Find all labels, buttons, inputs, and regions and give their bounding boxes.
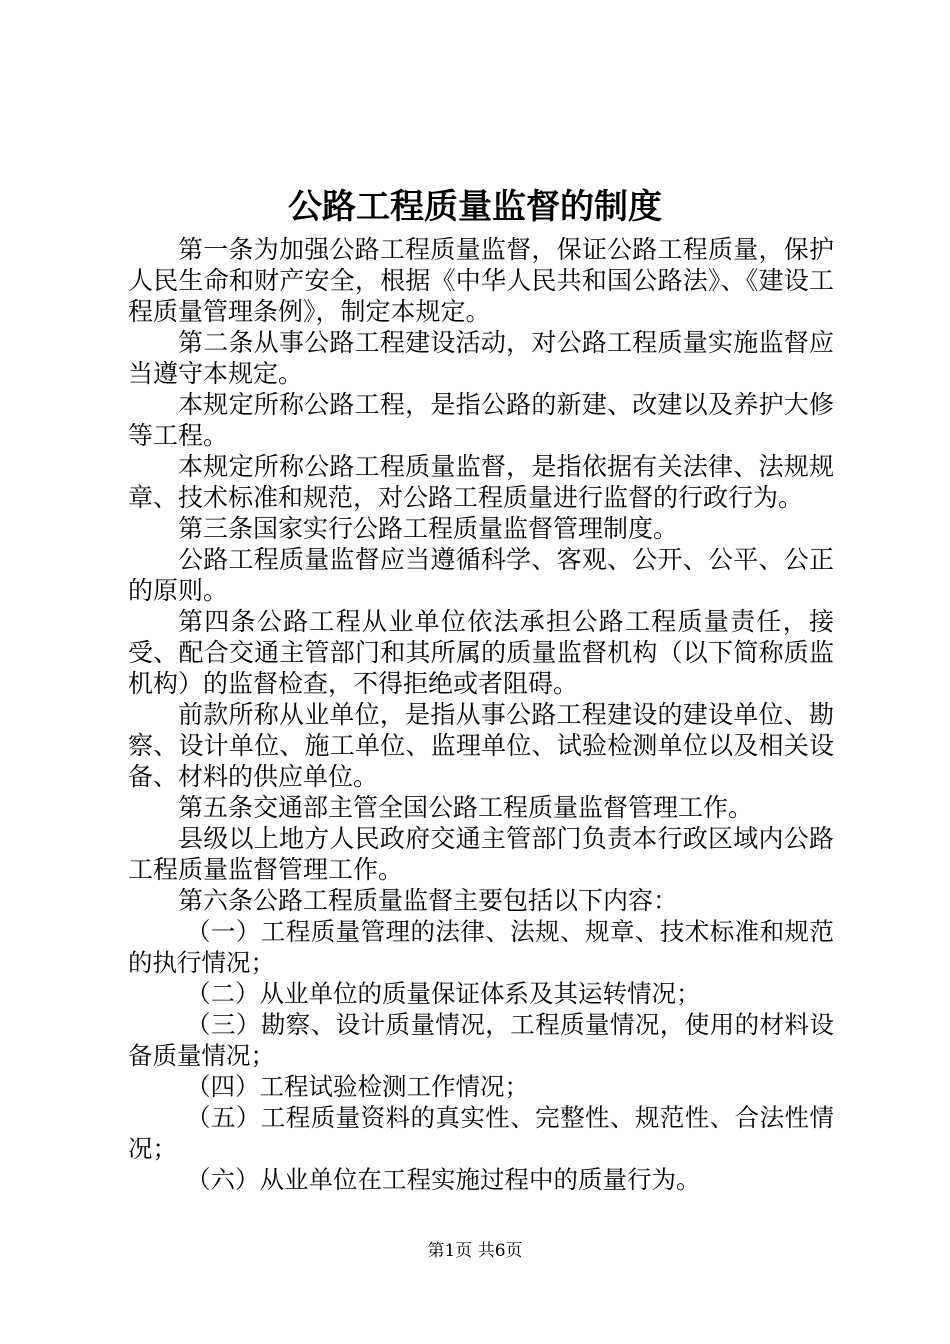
supervision-content-list [128,916,834,1195]
document-body [128,234,834,1195]
article-1-paragraph: 第一条为加强公路工程质量监督，保证公路工程质量，保护人民生命和财产安全，根据《中华人民共和国公路法》、《建设工程质量管理条例》，制定本规定。 [128,235,834,326]
highway-engineering-definition: 本规定所称公路工程，是指公路的新建、改建以及养护大修等工程。 [128,390,834,450]
list-item: （六）从业单位在工程实施过程中的质量行为。 [186,1165,701,1194]
supervision-principles: 公路工程质量监督应当遵循科学、客观、公开、公平、公正的原则。 [128,545,834,605]
list-item: （一）工程质量管理的法律、法规、规章、技术标准和规范的执行情况； [128,917,834,977]
list-item: （四）工程试验检测工作情况； [186,1072,529,1101]
page-number-footer: 第1页 共6页 [427,1241,523,1261]
list-item: （五）工程质量资料的真实性、完整性、规范性、合法性情况； [128,1103,834,1163]
practitioner-units-definition: 前款所称从业单位，是指从事公路工程建设的建设单位、勘察、设计单位、施工单位、监理单位、试验检测单位以及相关设备、材料的供应单位。 [128,700,834,791]
article-2-paragraph: 第二条从事公路工程建设活动，对公路工程质量实施监督应当遵守本规定。 [128,328,834,388]
article-4-paragraph: 第四条公路工程从业单位依法承担公路工程质量责任，接受、配合交通主管部门和其所属的质量监督机构（以下简称质监机构）的监督检查，不得拒绝或者阻碍。 [128,607,834,698]
quality-supervision-definition: 本规定所称公路工程质量监督，是指依据有关法律、法规规章、技术标准和规范，对公路工程质量进行监督的行政行为。 [128,452,834,512]
local-authority-responsibility: 县级以上地方人民政府交通主管部门负责本行政区域内公路工程质量监督管理工作。 [128,824,834,884]
document-title: 公路工程质量监督的制度 [288,187,662,227]
article-3-paragraph: 第三条国家实行公路工程质量监督管理制度。 [178,514,679,543]
article-5-paragraph: 第五条交通部主管全国公路工程质量监督管理工作。 [178,793,754,822]
article-6-paragraph: 第六条公路工程质量监督主要包括以下内容： [178,886,679,915]
list-item: （二）从业单位的质量保证体系及其运转情况； [186,979,701,1008]
list-item: （三）勘察、设计质量情况，工程质量情况，使用的材料设备质量情况； [128,1010,834,1070]
